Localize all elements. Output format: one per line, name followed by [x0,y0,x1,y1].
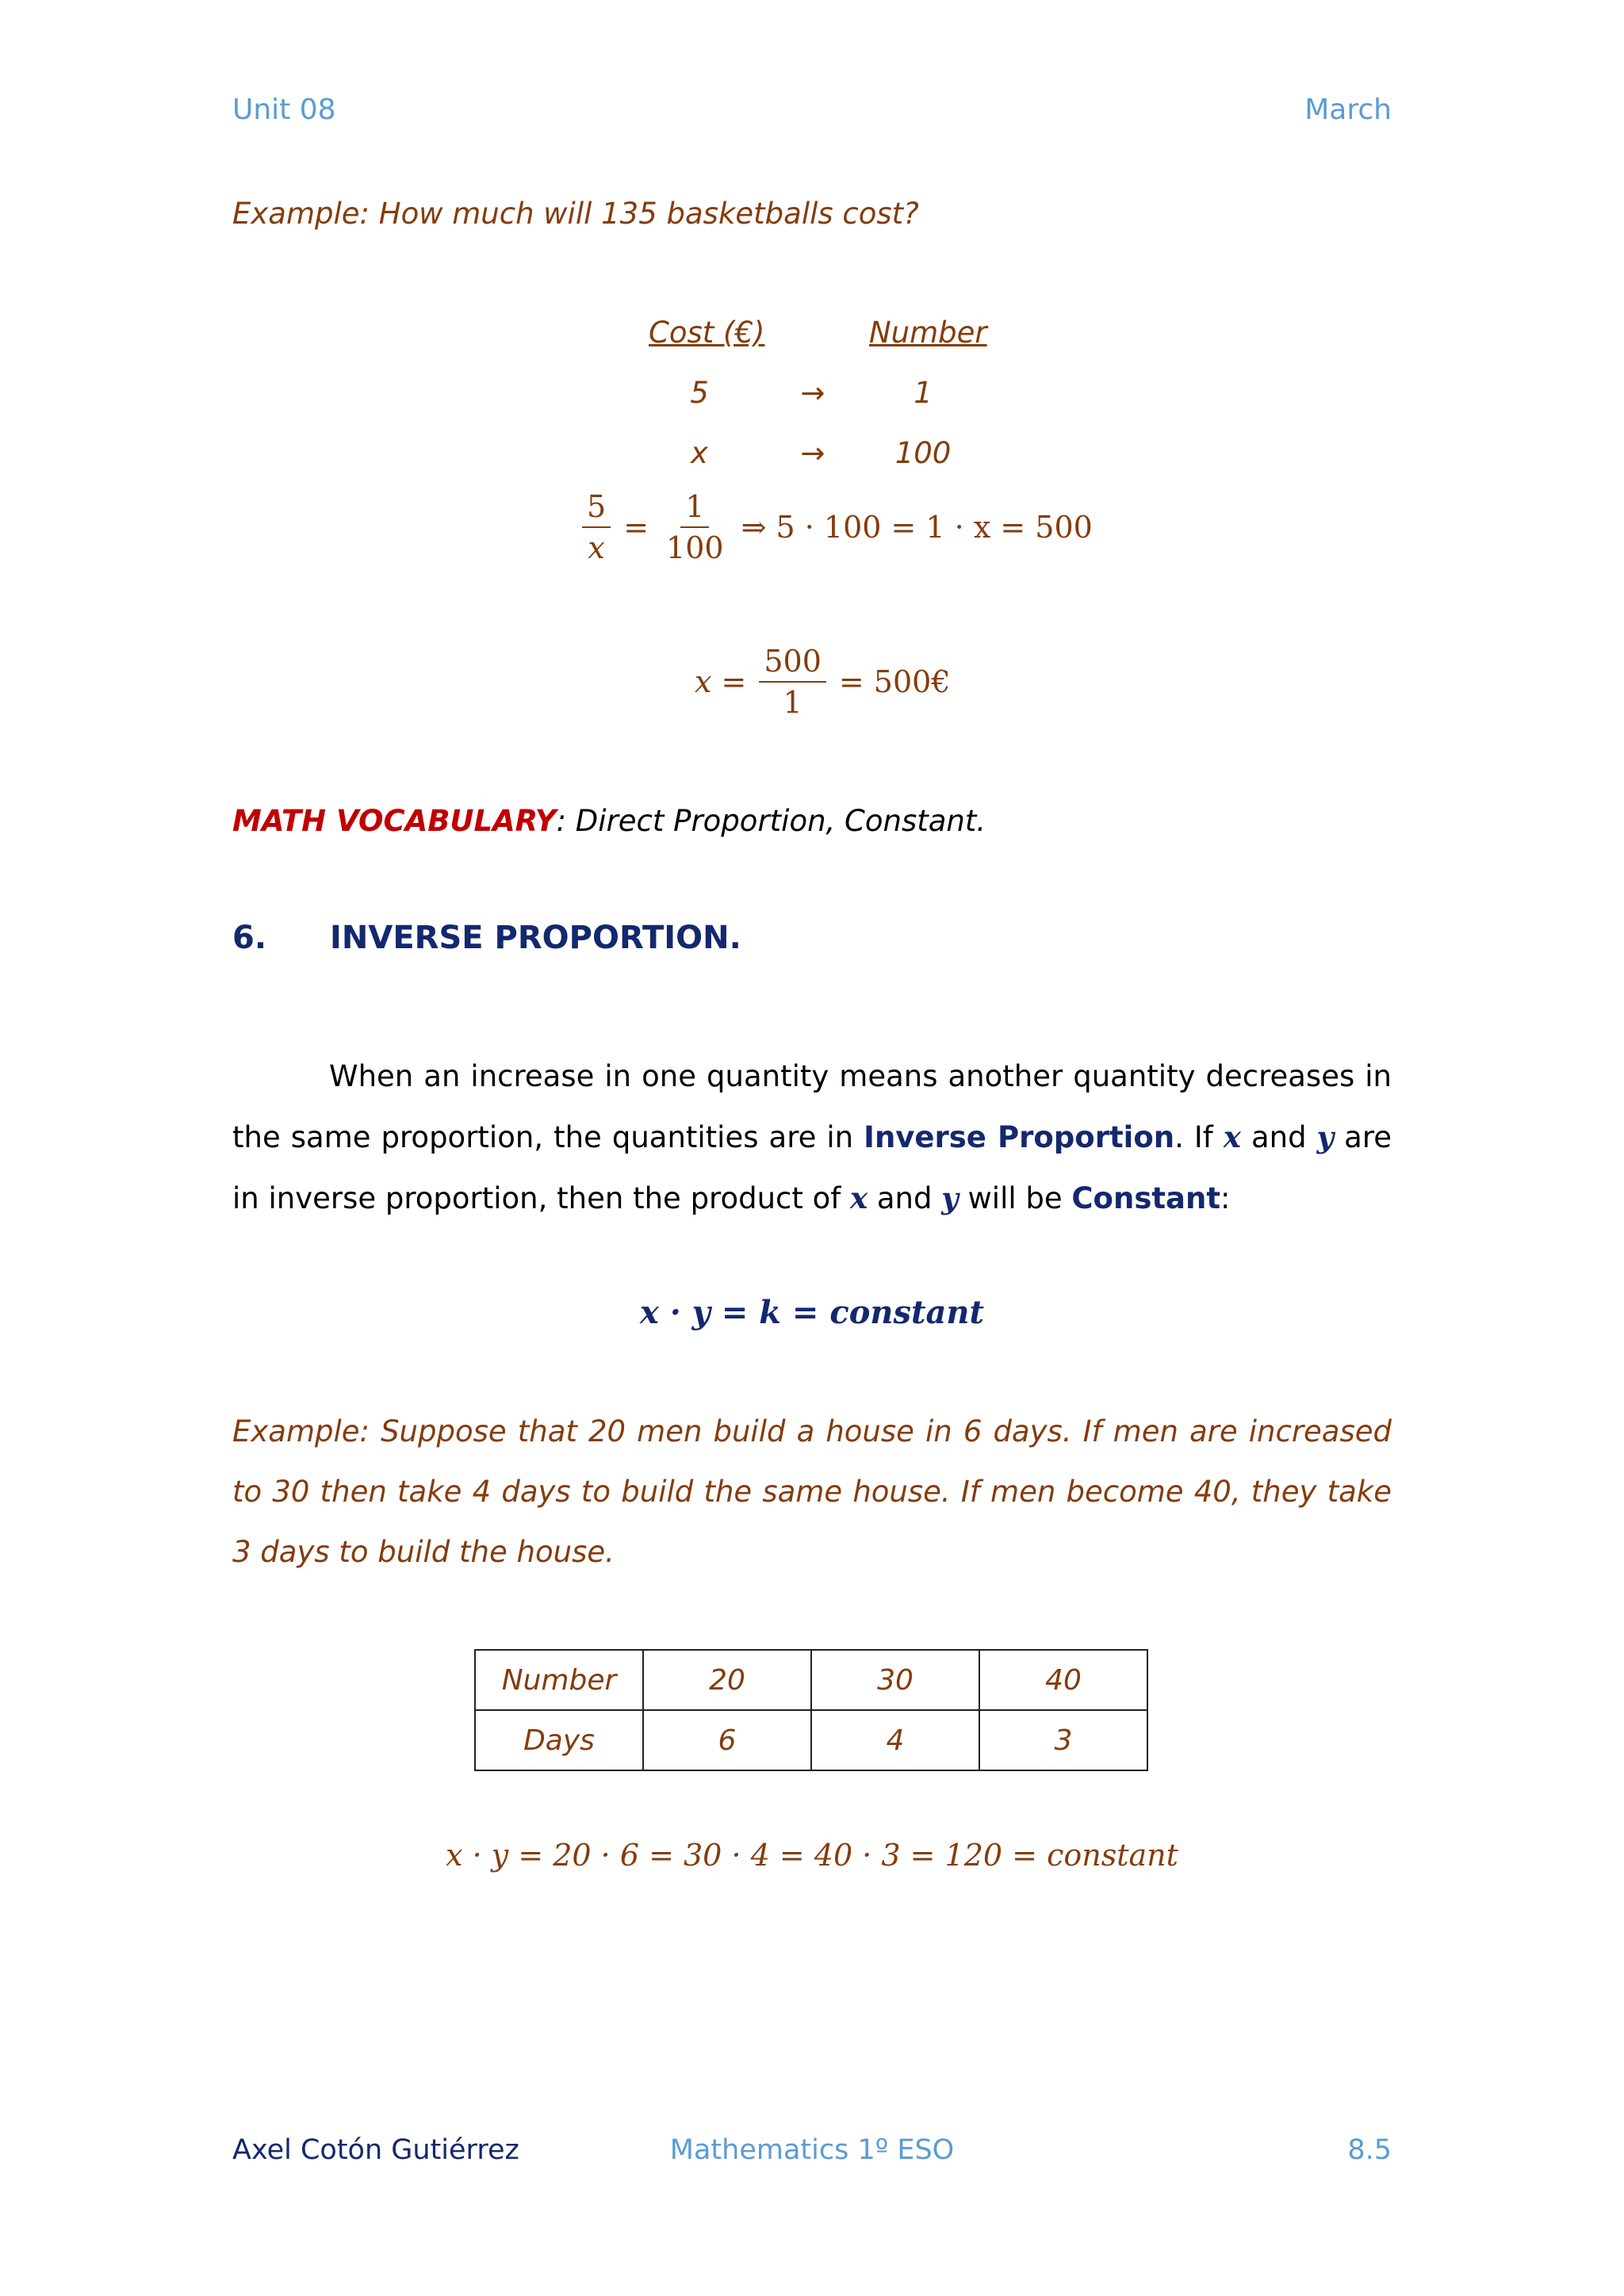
table-cell: 30 [811,1650,979,1710]
footer-course: Mathematics 1º ESO [669,2134,955,2166]
para-text: will be [958,1181,1072,1215]
var-x: x [850,1181,868,1215]
example-question: Example: How much will 135 basketballs cost? [232,197,919,231]
row1-arrow-icon: → [800,376,825,410]
equation-proportion [577,489,1093,565]
para-text: and [868,1181,942,1215]
para-text: When an increase in one quantity means another quantity decreases in the same proportion, the quantities are in [232,1059,1392,1154]
table-cell: 6 [643,1710,811,1770]
row1-number: 1 [914,376,933,410]
table-row [475,1650,1147,1710]
section-title: INVERSE PROPORTION. [330,920,741,956]
para-text: are in inverse proportion, then the product of [232,1120,1392,1215]
equation-solution [695,646,951,718]
footer-page-number: 8.5 [1347,2134,1392,2166]
fraction-denominator: 100 [666,530,724,565]
term-constant: Constant [1071,1181,1221,1215]
table-cell: Days [475,1710,643,1770]
section-number: 6. [232,920,267,956]
var-y: y [941,1181,959,1215]
fraction-1-over-100 [661,489,729,565]
equals-sign: = [623,510,649,545]
table-cell: 4 [811,1710,979,1770]
table-cell: 40 [979,1650,1147,1710]
table-row [475,1710,1147,1770]
fraction-denominator: x [588,530,605,565]
vocabulary-label: MATH VOCABULARY [232,804,557,838]
fraction-numerator: 5 [582,492,611,528]
fraction-numerator: 1 [680,492,709,528]
solution-rhs: = 500€ [838,664,951,699]
row2-arrow-icon: → [800,436,825,470]
fraction-5-over-x [582,489,611,565]
fraction-numerator: 500 [759,646,826,683]
col-number-header: Number [869,316,987,350]
fraction-500-over-1 [759,646,826,718]
header-unit: Unit 08 [232,94,336,126]
solution-lhs: x = [695,664,747,699]
para-text: . If [1174,1120,1224,1154]
inverse-table [474,1649,1148,1771]
term-inverse-proportion: Inverse Proportion [864,1120,1175,1154]
constant-equation: x · y = 20 · 6 = 30 · 4 = 40 · 3 = 120 = constant [446,1838,1178,1873]
math-vocabulary [232,804,986,838]
equation-continuation: ⇒ 5 · 100 = 1 · x = 500 [741,510,1093,545]
var-x: x [1223,1119,1241,1154]
inverse-formula: x · y = k = constant [640,1294,984,1331]
header-month: March [1304,94,1392,126]
var-y: y [1316,1119,1335,1154]
example-inverse: Example: Suppose that 20 men build a house in 6 days. If men are increased to 30 then take 4 days to build the same house. If men become 40, they take 3 days to build the house. [232,1414,1392,1569]
definition-paragraph [232,1047,1392,1229]
row2-cost: x [691,436,708,470]
para-text: and [1240,1120,1317,1154]
table-cell: 3 [979,1710,1147,1770]
fraction-denominator: 1 [783,685,802,720]
row2-number: 100 [894,436,952,470]
vocabulary-text: : Direct Proportion, Constant. [556,804,986,838]
para-text: : [1220,1181,1231,1215]
table-cell: Number [475,1650,643,1710]
footer-author: Axel Cotón Gutiérrez [232,2134,519,2166]
row1-cost: 5 [690,376,709,410]
col-cost-header: Cost (€) [649,316,765,350]
table-cell: 20 [643,1650,811,1710]
